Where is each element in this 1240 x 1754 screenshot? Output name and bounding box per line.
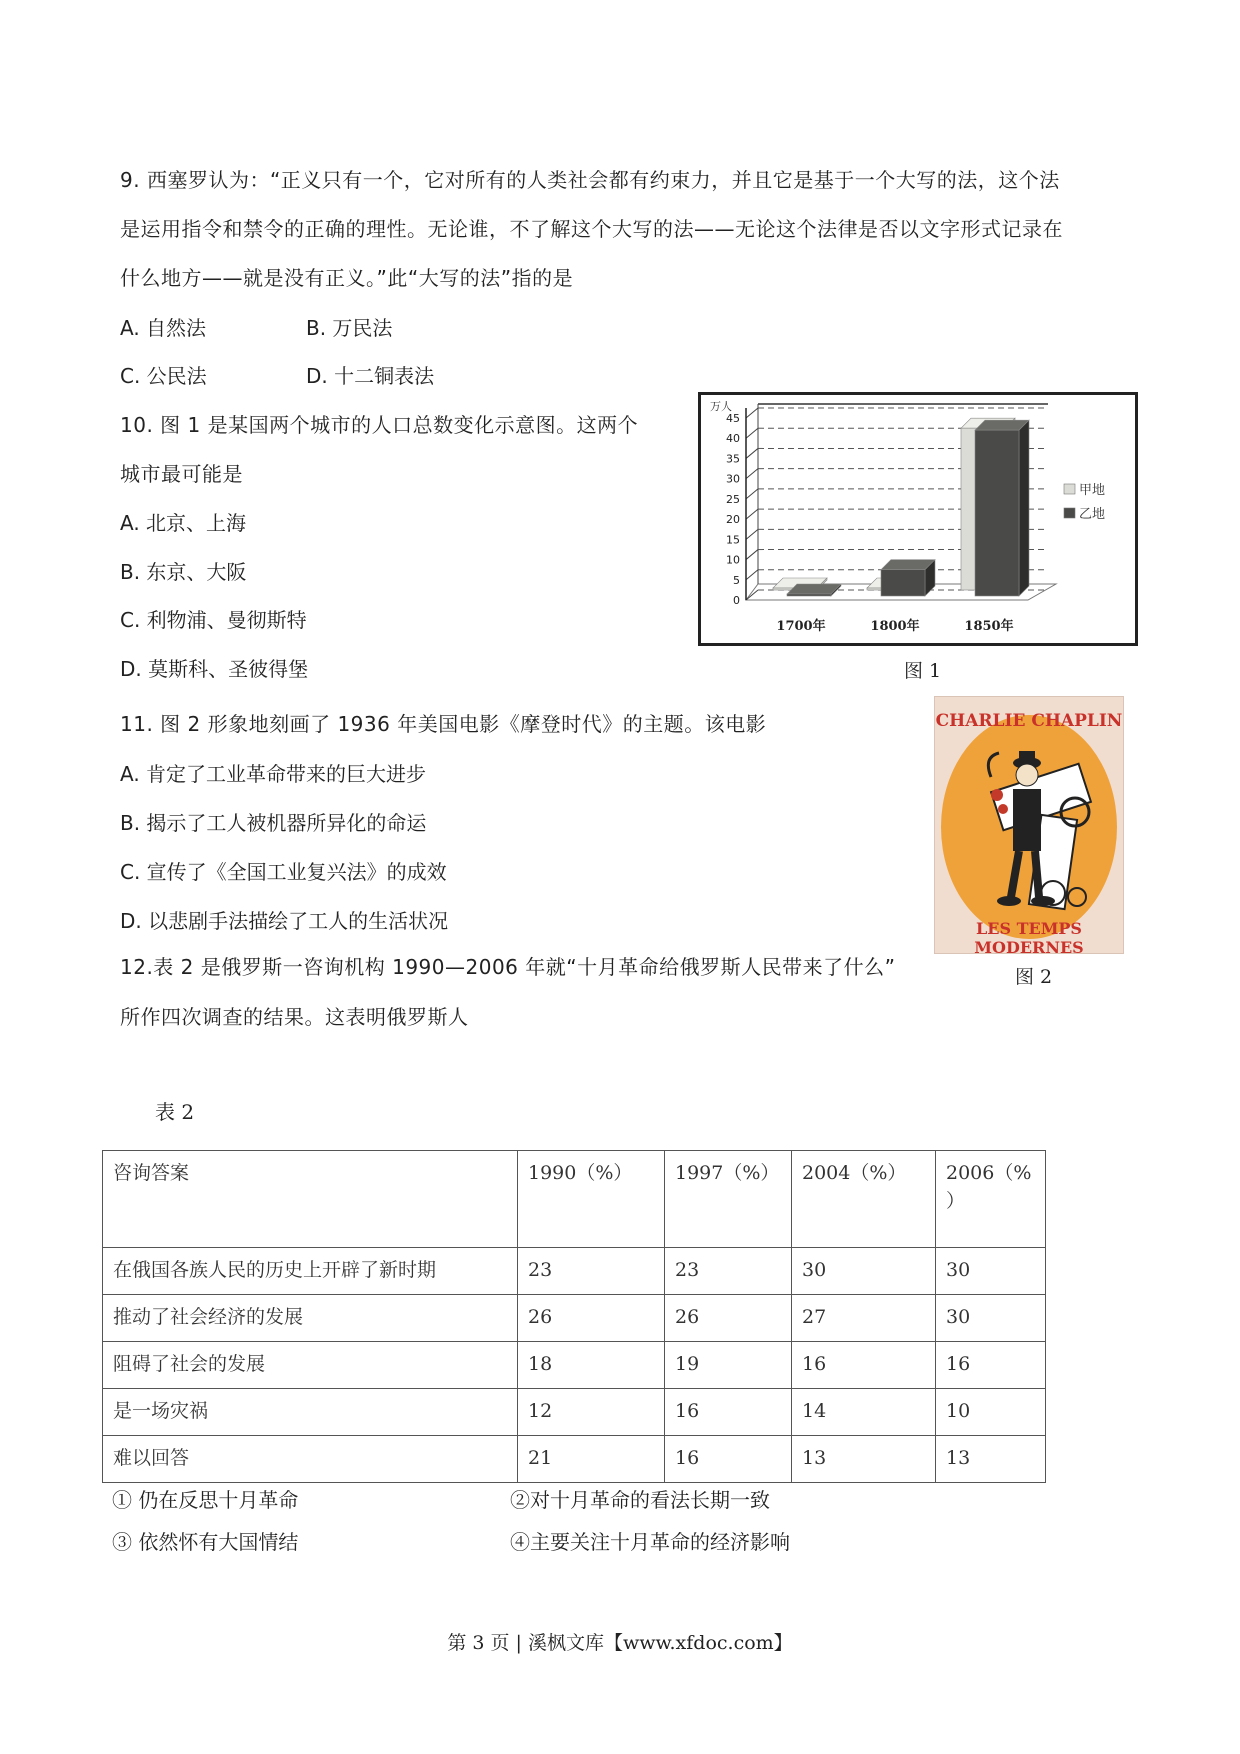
table-cell: 推动了社会经济的发展	[103, 1295, 518, 1342]
header-cell-text-wrap: ）	[946, 1190, 966, 1212]
q9-option-d: D. 十二铜表法	[306, 364, 435, 388]
table-row	[103, 1248, 1046, 1295]
table-cell: 13	[936, 1436, 1046, 1483]
y-tick-label: 35	[726, 452, 740, 466]
q12-text-line-1: 12.表 2 是俄罗斯一咨询机构 1990—2006 年就“十月革命给俄罗斯人民带来了什么”	[120, 955, 896, 979]
table-cell: 12	[518, 1389, 665, 1436]
survey-table	[102, 1150, 1046, 1483]
bar-乙地-1700年	[787, 594, 831, 596]
statement-1: ① 仍在反思十月革命	[112, 1488, 299, 1512]
page-footer: 第 3 页 | 溪枫文库【www.xfdoc.com】	[447, 1632, 793, 1654]
q9-option-c: C. 公民法	[120, 364, 207, 388]
q12-text-line-2: 所作四次调查的结果。这表明俄罗斯人	[120, 1005, 469, 1029]
table-cell: 18	[518, 1342, 665, 1389]
table-cell: 10	[936, 1389, 1046, 1436]
legend-swatch	[1064, 508, 1075, 518]
table-cell: 阻碍了社会的发展	[103, 1342, 518, 1389]
q9-text-line-1: 9. 西塞罗认为：“正义只有一个，它对所有的人类社会都有约束力，并且它是基于一个大写的法，这个法	[120, 168, 1060, 192]
y-tick-label: 40	[726, 432, 740, 446]
y-axis-unit-label: 万人	[710, 400, 732, 413]
bar-side-乙地-1850年	[1019, 420, 1029, 596]
table-cell: 23	[665, 1248, 792, 1295]
poster-illustration	[935, 697, 1123, 953]
table-cell: 难以回答	[103, 1436, 518, 1483]
table-row	[103, 1342, 1046, 1389]
y-tick-label: 45	[726, 412, 740, 425]
table-cell: 27	[792, 1295, 936, 1342]
q9-text-line-2: 是运用指令和禁令的正确的理性。无论谁，不了解这个大写的法——无论这个法律是否以文字形式记录在	[120, 217, 1063, 241]
x-tick-label: 1800年	[870, 619, 920, 634]
table-header-row	[103, 1151, 1046, 1248]
poster-title-bottom: LES TEMPS MODERNES	[974, 919, 1084, 957]
poster-title-top: CHARLIE CHAPLIN	[935, 711, 1123, 731]
y-tick-label: 25	[726, 492, 740, 506]
y-tick-label: 20	[726, 513, 740, 527]
table2-caption: 表 2	[155, 1100, 195, 1124]
table-row	[103, 1295, 1046, 1342]
table-cell: 16	[665, 1389, 792, 1436]
figure2-caption: 图 2	[1015, 966, 1053, 988]
table-cell: 21	[518, 1436, 665, 1483]
table-cell: 16	[792, 1342, 936, 1389]
q11-text-line-1: 11. 图 2 形象地刻画了 1936 年美国电影《摩登时代》的主题。该电影	[120, 712, 767, 736]
y-tick-label: 0	[733, 594, 740, 607]
table-cell: 30	[936, 1295, 1046, 1342]
table-cell: 16	[665, 1436, 792, 1483]
table-cell: 是一场灾祸	[103, 1389, 518, 1436]
y-tick-label: 15	[726, 533, 740, 547]
q11-option-a: A. 肯定了工业革命带来的巨大进步	[120, 762, 427, 786]
chart-x-tick-labels	[776, 618, 1013, 634]
table-cell: 26	[518, 1295, 665, 1342]
y-tick-label: 5	[733, 573, 740, 587]
x-tick-label: 1850年	[964, 619, 1014, 634]
q10-text-line-1: 10. 图 1 是某国两个城市的人口总数变化示意图。这两个	[120, 413, 639, 437]
figure1-caption: 图 1	[904, 660, 942, 682]
q9-option-b: B. 万民法	[306, 316, 393, 340]
x-tick-label: 1700年	[776, 619, 826, 634]
q10-option-b: B. 东京、大阪	[120, 560, 247, 584]
table-row	[103, 1389, 1046, 1436]
y-tick-label: 10	[726, 553, 740, 567]
q10-option-d: D. 莫斯科、圣彼得堡	[120, 657, 309, 681]
header-cell: 1990（%）	[518, 1151, 665, 1248]
y-tick-label: 30	[726, 472, 740, 486]
table-cell: 26	[665, 1295, 792, 1342]
q9-option-a: A. 自然法	[120, 316, 207, 340]
table-cell: 在俄国各族人民的历史上开辟了新时期	[103, 1248, 518, 1295]
legend-label: 甲地	[1079, 483, 1106, 498]
legend-swatch	[1064, 484, 1075, 494]
header-cell-text: 2006（%	[946, 1162, 1032, 1184]
q11-option-b: B. 揭示了工人被机器所异化的命运	[120, 811, 427, 835]
header-cell: 2004（%）	[792, 1151, 936, 1248]
table-row	[103, 1436, 1046, 1483]
q11-option-d: D. 以悲剧手法描绘了工人的生活状况	[120, 909, 449, 933]
table-cell: 16	[936, 1342, 1046, 1389]
statement-2: ②对十月革命的看法长期一致	[510, 1488, 770, 1512]
chart-frame	[700, 394, 1137, 645]
q9-text-line-3: 什么地方——就是没有正义。”此“大写的法”指的是	[120, 266, 574, 290]
header-cell: 咨询答案	[103, 1151, 518, 1248]
population-chart	[698, 392, 1138, 646]
modern-times-poster	[934, 696, 1124, 957]
header-cell	[936, 1151, 1046, 1248]
legend-label: 乙地	[1079, 507, 1106, 522]
table-cell: 30	[792, 1248, 936, 1295]
q10-text-line-2: 城市最可能是	[120, 462, 243, 486]
q10-option-c: C. 利物浦、曼彻斯特	[120, 608, 307, 632]
header-cell: 1997（%）	[665, 1151, 792, 1248]
bar-乙地-1800年	[881, 570, 925, 596]
table-cell: 30	[936, 1248, 1046, 1295]
table-cell: 14	[792, 1389, 936, 1436]
q10-option-a: A. 北京、上海	[120, 511, 247, 535]
bar-乙地-1850年	[975, 430, 1019, 596]
table-cell: 13	[792, 1436, 936, 1483]
statement-4: ④主要关注十月革命的经济影响	[510, 1530, 790, 1554]
table-cell: 23	[518, 1248, 665, 1295]
q11-option-c: C. 宣传了《全国工业复兴法》的成效	[120, 860, 447, 884]
table-cell: 19	[665, 1342, 792, 1389]
statement-3: ③ 依然怀有大国情结	[112, 1530, 299, 1554]
